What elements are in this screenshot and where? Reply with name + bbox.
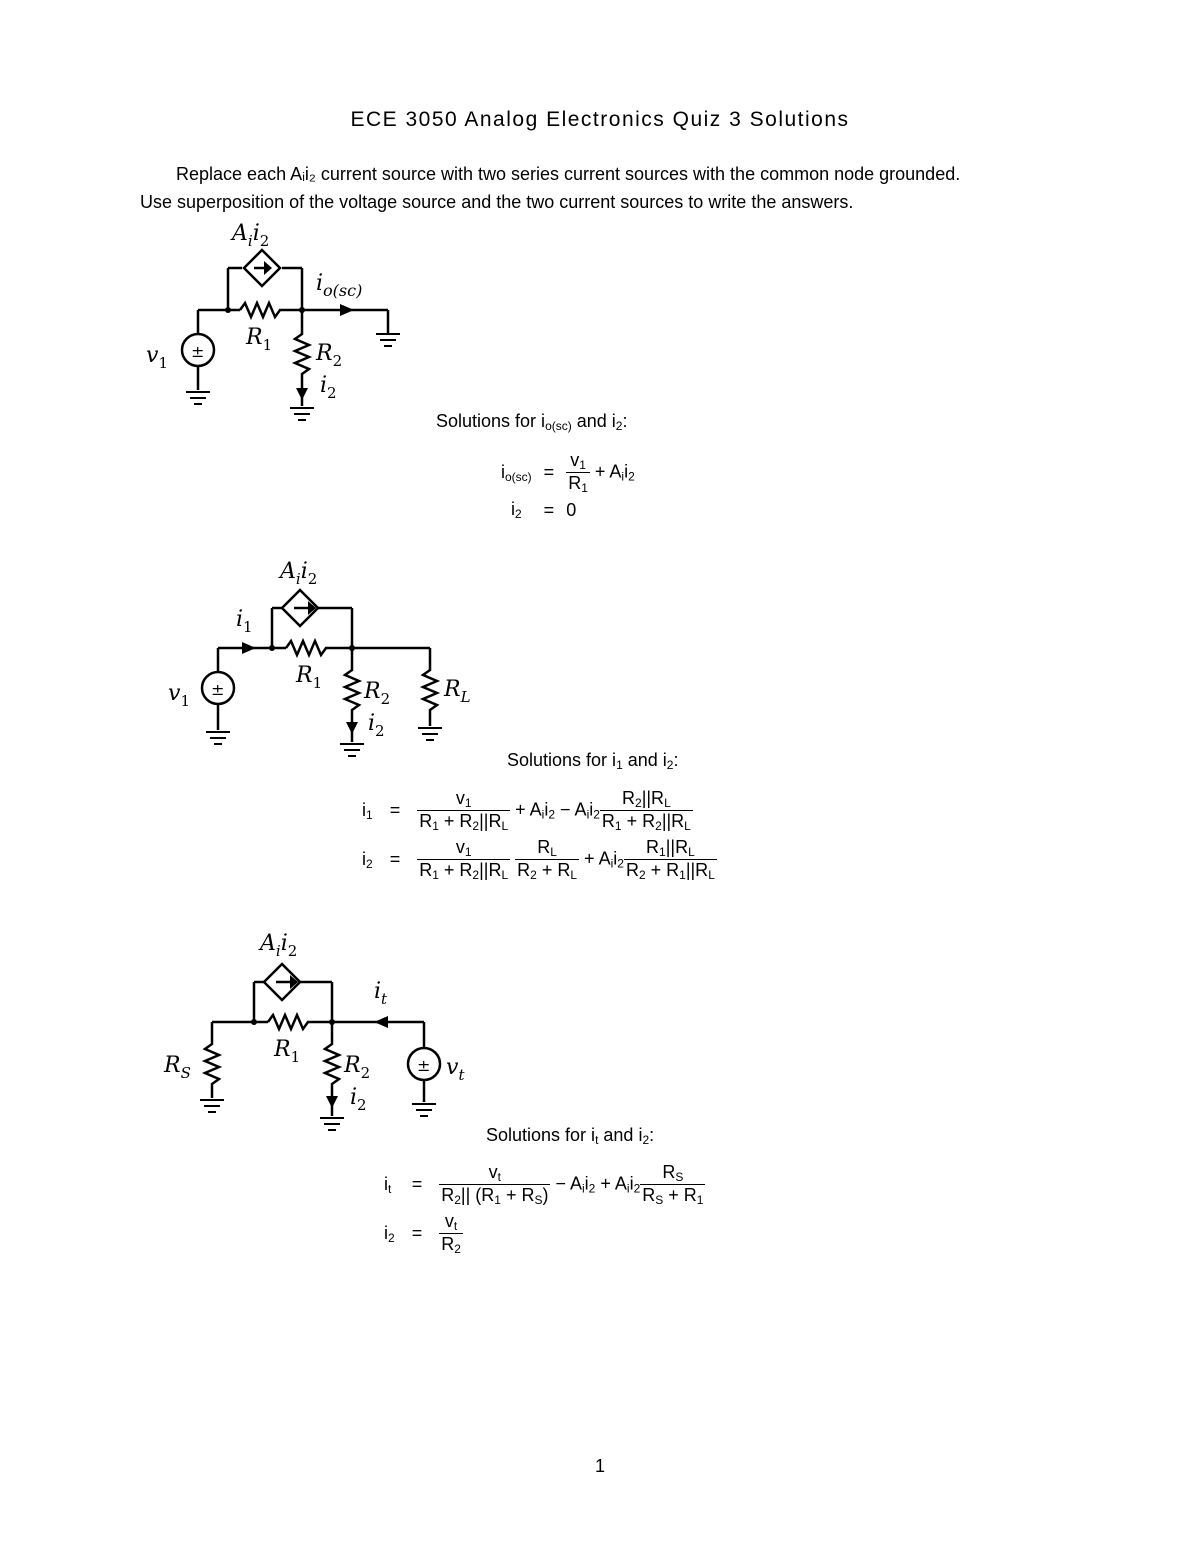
svg-text:R2: $R_2$ [364, 679, 391, 708]
section3-equations: $i_t$ = $\frac{v_t}{R_2|| (R_1 + R_S)}$ − $A_ii_2 + A_ii_2$ $\frac{R_S}{R_S + R_1}$ $i_2$ = $\frac{v_t}{R_2}$ [384, 1162, 704, 1256]
intro-text [140, 160, 1100, 216]
svg-text:Aii2: $A_ii_2$ [232, 221, 270, 250]
section2-equations: $i_1$ = $\frac{v_1}{R_1 + R_2||R_L}$ + $A_ii_2 - A_ii_2$ $\frac{R_2||R_L}{R_1 + R_2||R_L}$ $i_2$ = $\frac{v_1}{R_1 + R_2||R_L}$ $\frac{R_L}{R_2 + R_L}$ + $A_ii_2$ $\frac{R_1||R_L}{R_2 + R_1||R_L}$ [362, 788, 715, 882]
svg-text:±: ± [417, 1056, 431, 1075]
svg-text:R1: $R_1$ [246, 325, 273, 354]
intro-line-1: Replace each Aᵢi₂ current source with two series current sources with the common node grounded. [176, 164, 961, 184]
svg-text:R2: $R_2$ [316, 341, 343, 370]
svg-text:i2: $i_2$ [350, 1085, 367, 1114]
svg-text:±: ± [191, 342, 205, 361]
svg-text:Aii2: $A_ii_2$ [260, 931, 298, 960]
svg-text:i2: $i_2$ [368, 711, 385, 740]
section2-heading: Solutions for $i_1$ and $i_2$: [507, 750, 679, 772]
section1-heading: Solutions for $i_{o(sc)}$ and $i_2$: [436, 411, 628, 433]
svg-text:it: $i_t$ [374, 979, 388, 1008]
svg-text:i2: $i_2$ [320, 373, 337, 402]
svg-text:RS: $R_S$ [164, 1053, 191, 1082]
svg-text:RL: $R_L$ [444, 677, 471, 706]
svg-text:±: ± [211, 680, 225, 699]
circuit-1-diagram [140, 210, 430, 425]
section1-equations: $i_{o(sc)}$ = $\frac{v_1}{R_1}$ + $A_ii_2$ $i_2$ = 0 [501, 450, 635, 521]
svg-text:R1: $R_1$ [274, 1037, 301, 1066]
circuit-2-diagram [160, 550, 490, 765]
page-title: ECE 3050 Analog Electronics Quiz 3 Solutions [350, 108, 850, 131]
intro-line-2: Use superposition of the voltage source and the two current sources to write the answers. [140, 192, 854, 212]
svg-text:Aii2: $A_ii_2$ [280, 559, 318, 588]
svg-text:v1: $v_1$ [146, 343, 168, 372]
svg-text:io(sc): $i_{o(sc)}$ [316, 271, 363, 300]
svg-text:R2: $R_2$ [344, 1053, 371, 1082]
svg-text:i1: $i_1$ [236, 607, 253, 636]
svg-text:vt: $v_t$ [446, 1055, 465, 1084]
circuit-3-diagram [160, 920, 490, 1140]
svg-text:v1: $v_1$ [168, 681, 190, 710]
section3-heading: Solutions for $i_t$ and $i_2$: [486, 1125, 655, 1147]
svg-text:R1: $R_1$ [296, 663, 323, 692]
page-number: 1 [594, 1456, 605, 1476]
